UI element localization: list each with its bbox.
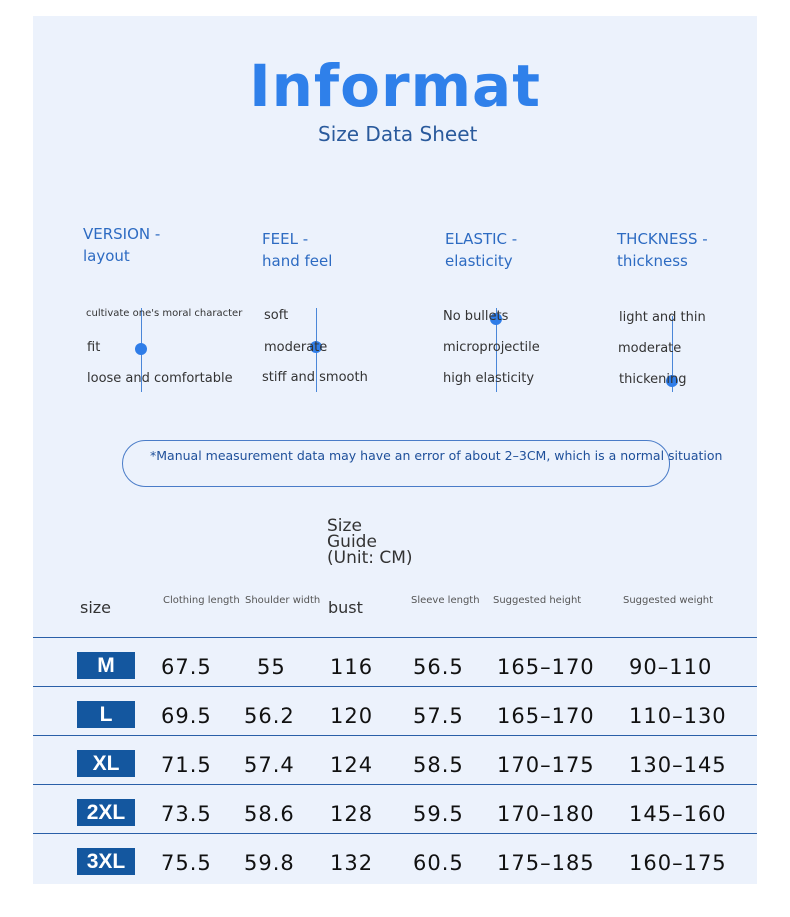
attr-elastic [445, 230, 615, 270]
col-header-sleeve-length: Sleeve length [411, 595, 480, 606]
cell-bust: 128 [330, 802, 374, 826]
cell-suggested-height: 165–170 [497, 704, 595, 728]
col-header-suggested-weight: Suggested weight [623, 595, 714, 606]
cell-clothing-length: 75.5 [161, 851, 212, 875]
cell-suggested-weight: 110–130 [629, 704, 727, 728]
attr-version-sub: layout [83, 247, 130, 265]
attr-thickness [617, 230, 787, 270]
feel-option: soft [264, 308, 289, 323]
table-row [33, 735, 757, 784]
attr-thickness-sub: thickness [617, 252, 688, 270]
attr-version [83, 225, 253, 265]
table-row [33, 784, 757, 833]
version-option: fit [87, 340, 101, 355]
attr-feel-sub: hand feel [262, 252, 333, 270]
cell-shoulder-width: 58.6 [244, 802, 295, 826]
version-option: loose and comfortable [87, 371, 233, 386]
cell-bust: 124 [330, 753, 374, 777]
cell-suggested-weight: 130–145 [629, 753, 727, 777]
cell-sleeve-length: 58.5 [413, 753, 464, 777]
attr-elastic-sub: elasticity [445, 252, 513, 270]
cell-sleeve-length: 60.5 [413, 851, 464, 875]
size-badge: 2XL [77, 799, 135, 826]
cell-clothing-length: 67.5 [161, 655, 212, 679]
feel-option: stiff and smooth [262, 370, 368, 385]
size-badge: L [77, 701, 135, 728]
cell-suggested-height: 165–170 [497, 655, 595, 679]
thickness-option: moderate [618, 341, 682, 356]
cell-shoulder-width: 55 [257, 655, 286, 679]
col-header-bust: bust [328, 598, 363, 617]
cell-suggested-height: 170–180 [497, 802, 595, 826]
version-selected-dot [135, 343, 147, 355]
page-subtitle: Size Data Sheet [318, 122, 478, 146]
col-header-clothing-length: Clothing length [163, 595, 240, 606]
cell-bust: 116 [330, 655, 374, 679]
elastic-option: high elasticity [443, 371, 535, 386]
thickness-option: light and thin [619, 310, 706, 325]
page-title: Informat [249, 52, 541, 120]
size-badge: XL [77, 750, 135, 777]
col-header-shoulder-width: Shoulder width [245, 595, 321, 606]
col-header-size: size [80, 598, 112, 617]
version-option: cultivate one's moral character [86, 308, 243, 319]
cell-suggested-height: 170–175 [497, 753, 595, 777]
cell-suggested-weight: 90–110 [629, 655, 713, 679]
cell-shoulder-width: 59.8 [244, 851, 295, 875]
cell-sleeve-length: 57.5 [413, 704, 464, 728]
attr-feel-head: FEEL - [262, 230, 309, 248]
attr-thickness-head: THCKNESS - [617, 230, 708, 248]
cell-suggested-weight: 160–175 [629, 851, 727, 875]
cell-clothing-length: 69.5 [161, 704, 212, 728]
col-header-suggested-height: Suggested height [493, 595, 582, 606]
cell-clothing-length: 71.5 [161, 753, 212, 777]
thickness-option: thickening [619, 372, 687, 387]
cell-bust: 120 [330, 704, 374, 728]
cell-suggested-weight: 145–160 [629, 802, 727, 826]
cell-shoulder-width: 56.2 [244, 704, 295, 728]
cell-suggested-height: 175–185 [497, 851, 595, 875]
attr-version-head: VERSION - [83, 225, 161, 243]
attr-elastic-head: ELASTIC - [445, 230, 518, 248]
size-table [33, 637, 757, 882]
table-row [33, 637, 757, 686]
elastic-option: microprojectile [443, 340, 540, 355]
size-badge: 3XL [77, 848, 135, 875]
attr-feel [262, 230, 432, 270]
measurement-note: *Manual measurement data may have an error of about 2–3CM, which is a normal situation [150, 448, 723, 463]
size-badge: M [77, 652, 135, 679]
cell-bust: 132 [330, 851, 374, 875]
table-row [33, 686, 757, 735]
cell-clothing-length: 73.5 [161, 802, 212, 826]
table-row [33, 833, 757, 882]
cell-shoulder-width: 57.4 [244, 753, 295, 777]
size-guide-title: Size Guide (Unit: CM) [327, 516, 413, 568]
elastic-option: No bullets [443, 309, 509, 324]
cell-sleeve-length: 56.5 [413, 655, 464, 679]
feel-option: moderate [264, 340, 328, 355]
cell-sleeve-length: 59.5 [413, 802, 464, 826]
